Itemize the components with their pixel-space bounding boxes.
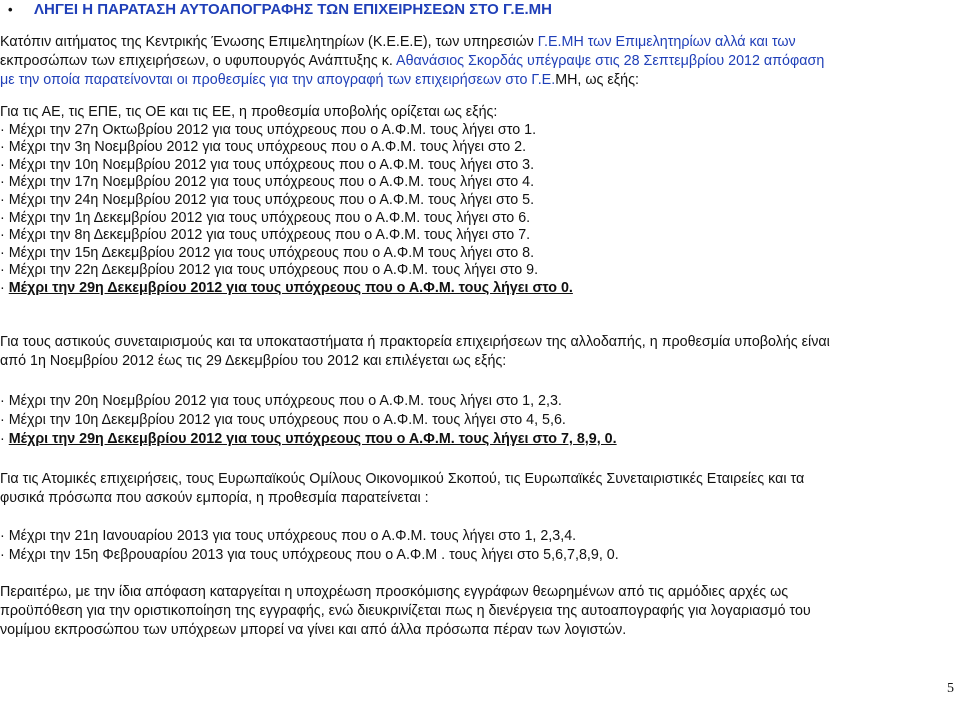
list-item: · Μέχρι την 21η Ιανουαρίου 2013 για τους υπόχρεους που ο Α.Φ.Μ. τους λήγει στο 1, 2,3,4. — [0, 528, 577, 544]
partnerships-section — [0, 333, 955, 371]
list-item: · Μέχρι την 15η Δεκεμβρίου 2012 για τους υπόχρεους που ο Α.Φ.Μ τους λήγει στο 8. — [0, 244, 535, 261]
page-number: 5 — [947, 681, 954, 696]
individuals-lead-1: Για τις Ατομικές επιχειρήσεις, τους Ευρωπαϊκούς Ομίλους Οικονομικού Σκοπού, τις Ευρωπαϊκές Συνεταιριστικές Εταιρείες και τα — [0, 471, 805, 487]
companies-lead: Για τις ΑΕ, τις ΕΠΕ, τις ΟΕ και τις ΕΕ, η προθεσμία υποβολής ορίζεται ως εξής: — [0, 104, 498, 120]
list-item: · Μέχρι την 22η Δεκεμβρίου 2012 για τους υπόχρεους που ο Α.Φ.Μ. τους λήγει στο 9. — [0, 262, 539, 279]
list-item: · Μέχρι την 20η Νοεμβρίου 2012 για τους υπόχρεους που ο Α.Φ.Μ. τους λήγει στο 1, 2,3. — [0, 393, 562, 409]
intro-line-3b: ΜΗ, ως εξής: — [555, 72, 639, 88]
list-item: · Μέχρι την 15η Φεβρουαρίου 2013 για τους υπόχρεους που ο Α.Φ.Μ . τους λήγει στο 5,6,7,8,9, 0. — [0, 547, 619, 563]
page-title — [8, 0, 552, 20]
closing-line-1: Περαιτέρω, με την ίδια απόφαση καταργείται η υποχρέωση προσκόμισης εγγράφων θεωρημένων από τις αρμόδιες αρχές ως — [0, 584, 789, 600]
closing-line-3: νομίμου εκπροσώπου των υπόχρεων μπορεί να γίνει και από άλλα πρόσωπα πέραν των λογιστών. — [0, 622, 627, 638]
intro-line-1a: Κατόπιν αιτήματος της Κεντρικής Ένωσης Επιμελητηρίων (Κ.Ε.Ε.Ε), των υπηρεσιών — [0, 34, 538, 50]
list-item: · Μέχρι την 17η Νοεμβρίου 2012 για τους υπόχρεους που ο Α.Φ.Μ. τους λήγει στο 4. — [0, 174, 535, 191]
intro-line-2b: Αθανάσιος Σκορδάς υπέγραψε στις 28 Σεπτεμβρίου 2012 απόφαση — [396, 53, 825, 69]
highlighted-deadline: Μέχρι την 29η Δεκεμβρίου 2012 για τους υπόχρεους που ο Α.Φ.Μ. τους λήγει στο 7, 8,9, 0. — [8, 431, 617, 447]
list-item: · Μέχρι την 10η Νοεμβρίου 2012 για τους υπόχρεους που ο Α.Φ.Μ. τους λήγει στο 3. — [0, 156, 535, 173]
intro-paragraph — [0, 33, 955, 90]
individuals-lead-2: φυσικά πρόσωπα που ασκούν εμπορία, η προθεσμία παρατείνεται : — [0, 490, 429, 506]
list-item: · Μέχρι την 8η Δεκεμβρίου 2012 για τους υπόχρεους που ο Α.Φ.Μ. τους λήγει στο 7. — [0, 227, 531, 244]
closing-line-2: προϋπόθεση για την οριστικοποίηση της εγγραφής, ενώ διευκρινίζεται πως η διενέργεια της αυτοαπογραφής για λογαριασμό του — [0, 603, 811, 619]
list-item-highlighted: · Μέχρι την 29η Δεκεμβρίου 2012 για τους υπόχρεους που ο Α.Φ.Μ. τους λήγει στο 0. — [0, 279, 573, 296]
list-item: · Μέχρι την 10η Δεκεμβρίου 2012 για τους υπόχρεους που ο Α.Φ.Μ. τους λήγει στο 4, 5,6. — [0, 412, 566, 428]
list-item: · Μέχρι την 24η Νοεμβρίου 2012 για τους υπόχρεους που ο Α.Φ.Μ. τους λήγει στο 5. — [0, 191, 535, 208]
list-item: · Μέχρι την 27η Οκτωβρίου 2012 για τους υπόχρεους που ο Α.Φ.Μ. τους λήγει στο 1. — [0, 121, 537, 138]
companies-section — [0, 104, 955, 298]
closing-paragraph — [0, 583, 955, 640]
list-item-highlighted: · Μέχρι την 29η Δεκεμβρίου 2012 για τους υπόχρεους που ο Α.Φ.Μ. τους λήγει στο 7, 8,9, 0. — [0, 431, 617, 447]
partnerships-lead-2: από 1η Νοεμβρίου 2012 έως τις 29 Δεκεμβρίου του 2012 και επιλέγεται ως εξής: — [0, 353, 507, 369]
individuals-section — [0, 470, 955, 508]
intro-line-1b: Γ.Ε.ΜΗ των Επιμελητηρίων αλλά και των — [537, 34, 796, 50]
list-item: · Μέχρι την 3η Νοεμβρίου 2012 για τους υπόχρεους που ο Α.Φ.Μ. τους λήγει στο 2. — [0, 139, 527, 156]
bullet-icon: • — [8, 2, 13, 17]
partnerships-list — [0, 392, 955, 449]
individuals-list — [0, 527, 955, 565]
intro-line-3a: με την οποία παρατείνονται οι προθεσμίες για την απογραφή των επιχειρήσεων στο Γ.Ε. — [0, 72, 556, 88]
list-item: · Μέχρι την 1η Δεκεμβρίου 2012 για τους υπόχρεους που ο Α.Φ.Μ. τους λήγει στο 6. — [0, 209, 531, 226]
intro-line-2a: εκπροσώπων των επιχειρήσεων, ο υφυπουργός Ανάπτυξης κ. — [0, 53, 397, 69]
title-text: ΛΗΓΕΙ Η ΠΑΡΑΤΑΣΗ ΑΥΤΟΑΠΟΓΡΑΦΗΣ ΤΩΝ ΕΠΙΧΕΙΡΗΣΕΩΝ ΣΤΟ Γ.Ε.ΜΗ — [34, 1, 553, 18]
partnerships-lead-1: Για τους αστικούς συνεταιρισμούς και τα υποκαταστήματα ή πρακτορεία επιχειρήσεων της αλλοδαπής, η προθεσμία υποβολής είναι — [0, 334, 830, 350]
highlighted-deadline: Μέχρι την 29η Δεκεμβρίου 2012 για τους υπόχρεους που ο Α.Φ.Μ. τους λήγει στο 0. — [8, 279, 573, 296]
